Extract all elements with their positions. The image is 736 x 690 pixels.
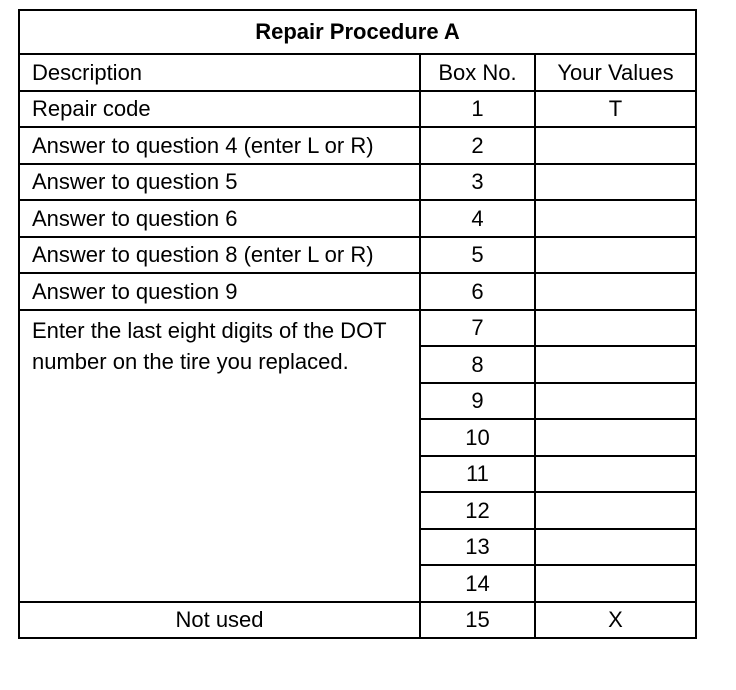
header-description: Description — [19, 54, 420, 91]
row-box-no: 6 — [420, 273, 535, 310]
table-title: Repair Procedure A — [19, 10, 696, 54]
row-value — [535, 200, 696, 237]
repair-procedure-table — [18, 9, 697, 639]
row-box-no: 9 — [420, 383, 535, 420]
table-row — [19, 237, 696, 274]
row-box-no: 4 — [420, 200, 535, 237]
row-box-no: 15 — [420, 602, 535, 639]
row-value — [535, 565, 696, 602]
row-value: X — [535, 602, 696, 639]
header-box-no: Box No. — [420, 54, 535, 91]
row-value — [535, 383, 696, 420]
header-row — [19, 54, 696, 91]
table-row — [19, 310, 696, 347]
row-value — [535, 456, 696, 493]
table-row — [19, 127, 696, 164]
row-box-no: 1 — [420, 91, 535, 128]
row-value: T — [535, 91, 696, 128]
row-box-no: 2 — [420, 127, 535, 164]
table-row — [19, 91, 696, 128]
table-row — [19, 164, 696, 201]
row-box-no: 3 — [420, 164, 535, 201]
row-value — [535, 273, 696, 310]
row-box-no: 14 — [420, 565, 535, 602]
title-row — [19, 10, 696, 54]
row-box-no: 12 — [420, 492, 535, 529]
header-your-values: Your Values — [535, 54, 696, 91]
row-box-no: 5 — [420, 237, 535, 274]
table-row — [19, 602, 696, 639]
row-description: Answer to question 8 (enter L or R) — [19, 237, 420, 274]
row-value — [535, 310, 696, 347]
row-description: Answer to question 6 — [19, 200, 420, 237]
row-box-no: 8 — [420, 346, 535, 383]
row-value — [535, 237, 696, 274]
row-value — [535, 164, 696, 201]
table-row — [19, 273, 696, 310]
row-box-no: 13 — [420, 529, 535, 566]
row-value — [535, 346, 696, 383]
row-value — [535, 127, 696, 164]
dot-number-description: Enter the last eight digits of the DOT number on the tire you replaced. — [19, 310, 420, 602]
row-value — [535, 529, 696, 566]
table-row — [19, 200, 696, 237]
row-description: Answer to question 4 (enter L or R) — [19, 127, 420, 164]
row-description: Answer to question 9 — [19, 273, 420, 310]
row-box-no: 7 — [420, 310, 535, 347]
row-box-no: 11 — [420, 456, 535, 493]
row-description: Repair code — [19, 91, 420, 128]
row-box-no: 10 — [420, 419, 535, 456]
row-value — [535, 492, 696, 529]
row-value — [535, 419, 696, 456]
row-description: Answer to question 5 — [19, 164, 420, 201]
row-description: Not used — [19, 602, 420, 639]
